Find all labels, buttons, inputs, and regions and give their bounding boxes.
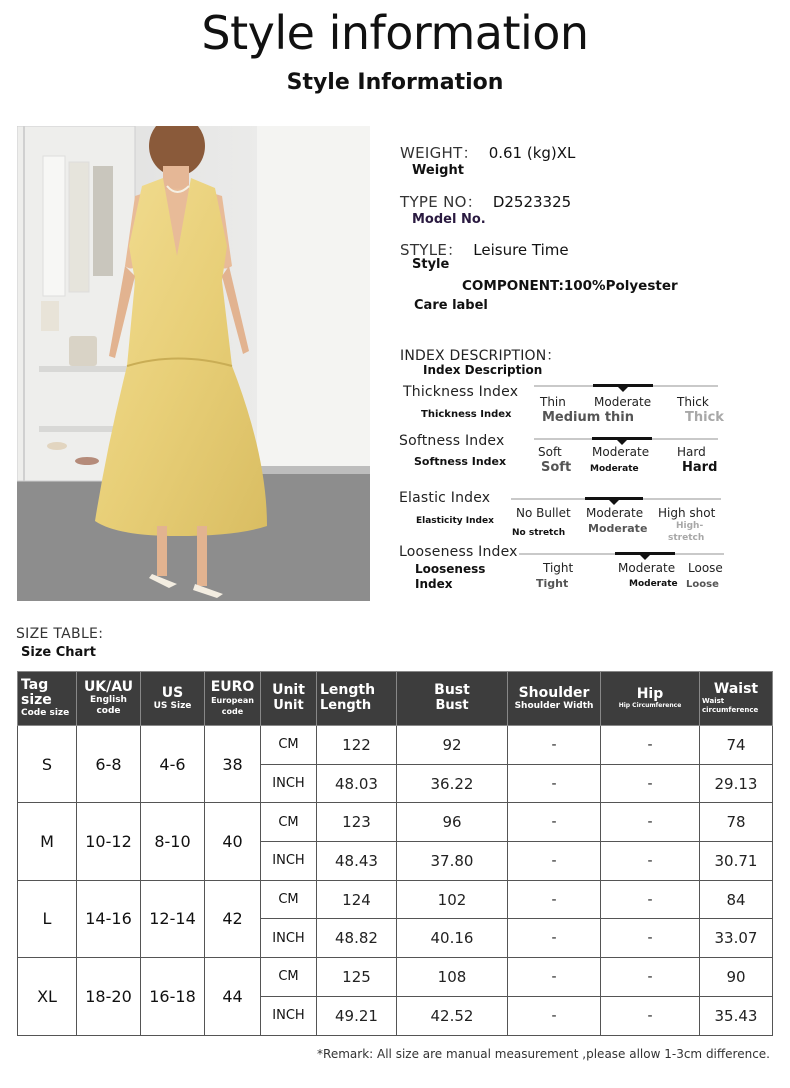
cell-uk: 18-20 xyxy=(77,958,141,1035)
page-subtitle: Style Information xyxy=(286,70,504,95)
type-row xyxy=(400,191,571,212)
cell-bust: 96 xyxy=(397,803,508,842)
cell-waist: 90 xyxy=(700,958,773,997)
cell-hip: - xyxy=(601,996,700,1035)
thickness-opt-moderate: Moderate xyxy=(594,395,652,409)
component-text: COMPONENT:100%Polyester xyxy=(462,278,678,294)
elastic-opt-no-bullet: No Bullet xyxy=(516,506,571,520)
cell-bust: 92 xyxy=(397,726,508,765)
elastic-sub-no-stretch: No stretch xyxy=(512,528,566,538)
cell-bust: 40.16 xyxy=(397,919,508,958)
cell-bust: 102 xyxy=(397,880,508,919)
cell-bust: 108 xyxy=(397,958,508,997)
cell-waist: 29.13 xyxy=(700,764,773,803)
looseness-sub-loose: Loose xyxy=(686,579,719,590)
softness-opt-hard: Hard xyxy=(677,445,706,459)
cell-waist: 35.43 xyxy=(700,996,773,1035)
cell-waist: 78 xyxy=(700,803,773,842)
cell-length: 49.21 xyxy=(317,996,397,1035)
softness-sub-moderate: Moderate xyxy=(590,464,639,474)
cell-length: 125 xyxy=(317,958,397,997)
header-length: Length Length xyxy=(317,672,397,726)
thickness-opt-thick: Thick xyxy=(677,395,709,409)
weight-sub: Weight xyxy=(412,163,464,178)
looseness-sub-line2: Index xyxy=(415,577,453,591)
softness-sub-soft: Soft xyxy=(541,460,572,475)
cell-bust: 36.22 xyxy=(397,764,508,803)
cell-size: S xyxy=(18,726,77,803)
cell-waist: 74 xyxy=(700,726,773,765)
cell-us: 16-18 xyxy=(141,958,205,1035)
looseness-sub-tight: Tight xyxy=(536,577,569,590)
cell-size: XL xyxy=(18,958,77,1035)
cell-size: M xyxy=(18,803,77,880)
cell-uk: 6-8 xyxy=(77,726,141,803)
table-row xyxy=(18,880,773,919)
looseness-sub-moderate: Moderate xyxy=(629,579,678,589)
header-hip: Hip Hip Circumference xyxy=(601,672,700,726)
cell-waist: 33.07 xyxy=(700,919,773,958)
cell-size: L xyxy=(18,880,77,957)
cell-shoulder: - xyxy=(508,919,601,958)
cell-length: 123 xyxy=(317,803,397,842)
cell-shoulder: - xyxy=(508,880,601,919)
type-value: D2523325 xyxy=(492,193,572,211)
cell-euro: 38 xyxy=(205,726,261,803)
size-chart-sub: Size Chart xyxy=(21,645,96,660)
cell-unit: CM xyxy=(261,726,317,765)
cell-bust: 42.52 xyxy=(397,996,508,1035)
header-unit: Unit Unit xyxy=(261,672,317,726)
model-no-sub: Model No. xyxy=(412,212,486,227)
cell-length: 48.43 xyxy=(317,842,397,881)
cell-bust: 37.80 xyxy=(397,842,508,881)
style-value: Leisure Time xyxy=(473,241,569,259)
weight-value: 0.61 (kg)XL xyxy=(488,144,576,162)
cell-unit: INCH xyxy=(261,996,317,1035)
looseness-opt-tight: Tight xyxy=(543,561,574,575)
softness-label: Softness Index xyxy=(399,433,505,449)
header-us: US US Size xyxy=(141,672,205,726)
size-table xyxy=(17,671,773,1036)
looseness-sub-line1: Looseness xyxy=(415,562,486,576)
looseness-label: Looseness Index xyxy=(399,544,518,560)
cell-shoulder: - xyxy=(508,764,601,803)
cell-hip: - xyxy=(601,803,700,842)
cell-hip: - xyxy=(601,764,700,803)
size-table-header xyxy=(18,672,773,726)
header-euro: EURO European code xyxy=(205,672,261,726)
looseness-opt-loose: Loose xyxy=(688,561,723,575)
cell-euro: 42 xyxy=(205,880,261,957)
elastic-opt-high-shot: High shot xyxy=(658,506,716,520)
cell-unit: CM xyxy=(261,803,317,842)
thickness-sub-medium-thin: Medium thin xyxy=(542,410,635,425)
elastic-sub-moderate: Moderate xyxy=(588,522,648,535)
looseness-opt-moderate: Moderate xyxy=(618,561,676,575)
weight-key: WEIGHT： xyxy=(400,144,478,162)
weight-row xyxy=(400,142,575,163)
softness-sub-hard: Hard xyxy=(682,460,718,475)
thickness-sub: Thickness Index xyxy=(421,409,512,420)
cell-hip: - xyxy=(601,842,700,881)
table-row xyxy=(18,803,773,842)
softness-sub: Softness Index xyxy=(414,455,507,468)
cell-waist: 30.71 xyxy=(700,842,773,881)
cell-us: 4-6 xyxy=(141,726,205,803)
cell-unit: INCH xyxy=(261,764,317,803)
cell-shoulder: - xyxy=(508,842,601,881)
style-key: STYLE： xyxy=(400,241,463,259)
header-bust: Bust Bust xyxy=(397,672,508,726)
elastic-sub-high: High- xyxy=(676,521,704,531)
cell-length: 48.03 xyxy=(317,764,397,803)
cell-hip: - xyxy=(601,919,700,958)
header-uk-au: UK/AU English code xyxy=(77,672,141,726)
cell-waist: 84 xyxy=(700,880,773,919)
index-description-sub: Index Description xyxy=(423,363,543,377)
cell-us: 8-10 xyxy=(141,803,205,880)
header-shoulder: Shoulder Shoulder Width xyxy=(508,672,601,726)
cell-hip: - xyxy=(601,726,700,765)
cell-unit: CM xyxy=(261,958,317,997)
remark-text: *Remark: All size are manual measurement ,please allow 1-3cm difference. xyxy=(317,1047,770,1061)
model-in-dress-illustration xyxy=(17,126,370,601)
cell-shoulder: - xyxy=(508,803,601,842)
cell-shoulder: - xyxy=(508,996,601,1035)
cell-shoulder: - xyxy=(508,726,601,765)
elastic-sub-stretch: stretch xyxy=(668,533,705,543)
cell-unit: INCH xyxy=(261,919,317,958)
header-tag-size: Tag size Code size xyxy=(18,672,77,726)
page-title: Style information xyxy=(201,6,589,60)
cell-length: 124 xyxy=(317,880,397,919)
header-waist: Waist Waist circumference xyxy=(700,672,773,726)
cell-euro: 44 xyxy=(205,958,261,1035)
looseness-marker-icon xyxy=(640,555,650,560)
cell-length: 122 xyxy=(317,726,397,765)
cell-hip: - xyxy=(601,880,700,919)
cell-us: 12-14 xyxy=(141,880,205,957)
thickness-marker-icon xyxy=(618,387,628,392)
elastic-sub: Elasticity Index xyxy=(416,516,494,526)
type-key: TYPE NO： xyxy=(400,193,483,211)
table-row xyxy=(18,958,773,997)
softness-opt-moderate: Moderate xyxy=(592,445,650,459)
style-sub: Style xyxy=(412,257,450,272)
thickness-opt-thin: Thin xyxy=(540,395,566,409)
elastic-label: Elastic Index xyxy=(399,490,491,506)
cell-uk: 10-12 xyxy=(77,803,141,880)
care-label-sub: Care label xyxy=(414,298,488,313)
elastic-opt-moderate: Moderate xyxy=(586,506,644,520)
softness-opt-soft: Soft xyxy=(538,445,562,459)
size-table-label: SIZE TABLE: xyxy=(16,626,104,642)
table-row xyxy=(18,726,773,765)
product-photo xyxy=(17,126,370,601)
cell-unit: CM xyxy=(261,880,317,919)
cell-length: 48.82 xyxy=(317,919,397,958)
cell-hip: - xyxy=(601,958,700,997)
cell-shoulder: - xyxy=(508,958,601,997)
index-description-title: INDEX DESCRIPTION： xyxy=(400,348,561,364)
cell-unit: INCH xyxy=(261,842,317,881)
thickness-label: Thickness Index xyxy=(403,384,519,400)
cell-uk: 14-16 xyxy=(77,880,141,957)
elastic-marker-icon xyxy=(609,500,619,505)
thickness-sub-thick: Thick xyxy=(685,410,724,425)
cell-euro: 40 xyxy=(205,803,261,880)
